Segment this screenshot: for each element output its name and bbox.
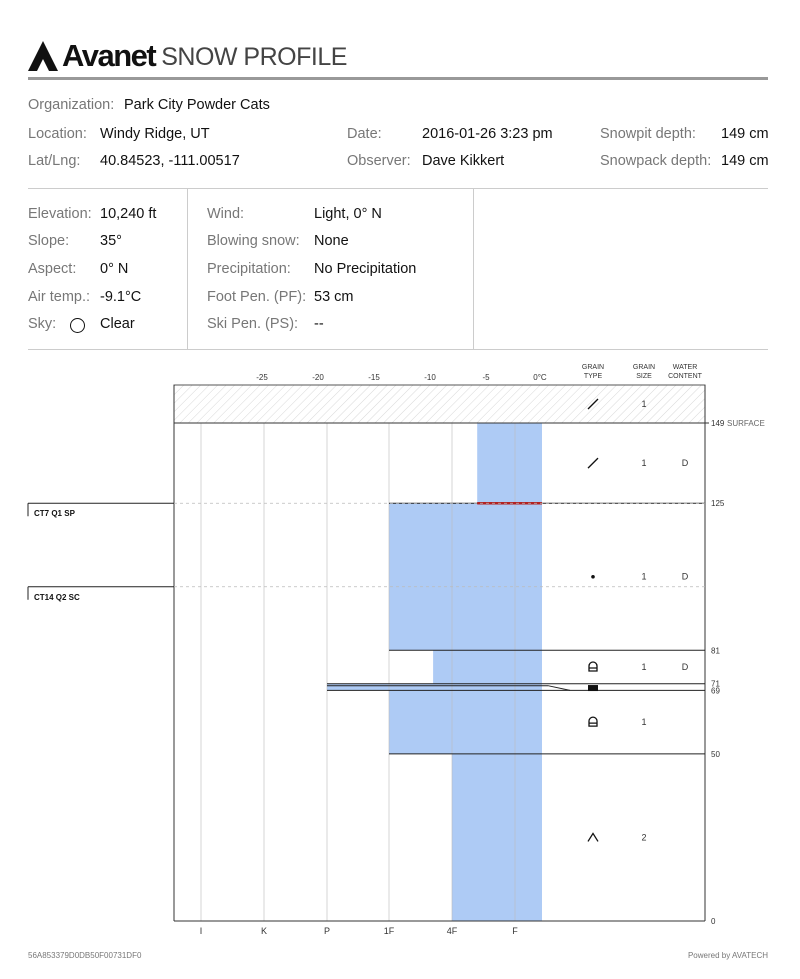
hardness-bar (452, 754, 542, 921)
grain-size-value: 1 (641, 458, 647, 469)
hardness-tick-label: K (260, 926, 268, 936)
temperature-tick-label: -10 (424, 373, 436, 382)
depth-tick-label: 50 (711, 749, 720, 759)
ski-pen-value: -- (314, 316, 324, 332)
location-value: Windy Ridge, UT (100, 126, 210, 142)
hardness-bar (477, 423, 542, 503)
date-label: Date: (347, 126, 382, 142)
air-temp-label: Air temp.: (28, 289, 91, 305)
location-label: Location: (28, 126, 87, 142)
depth-tick-label: 0 (711, 917, 716, 926)
hardness-tick-label: 4F (446, 926, 458, 936)
precipitation-label: Precipitation: (207, 261, 291, 277)
ski-pen-label: Ski Pen. (PS): (207, 316, 299, 332)
hardness-tick-label: 1F (383, 926, 395, 936)
stability-test-label: CT7 Q1 SP (34, 509, 75, 519)
foot-pen-value: 53 cm (314, 289, 354, 305)
depth-tick-label: 125 (711, 499, 725, 509)
brand-name: Avanet (62, 38, 156, 73)
snowpack-depth-label: Snowpack depth: (600, 153, 712, 169)
air-temp-value: -9.1°C (100, 289, 142, 305)
foot-pen-label: Foot Pen. (PF): (207, 289, 307, 305)
depth-hoar-icon (588, 833, 598, 841)
depth-tick-label: 71 (711, 679, 720, 689)
water-content-value: D (681, 571, 689, 582)
column-header: TYPE (583, 373, 603, 380)
sky-label: Sky: (28, 316, 57, 332)
depth-tick-label: 149 (711, 419, 725, 428)
surface-band (174, 385, 705, 423)
temperature-tick-label: -15 (368, 373, 380, 382)
depth-tick-label: 81 (711, 646, 720, 656)
elevation-value: 10,240 ft (100, 206, 157, 222)
blowing-snow-value: None (314, 233, 349, 249)
hardness-bar (327, 684, 542, 691)
temperature-tick-label: -5 (482, 373, 490, 382)
hardness-tick-label: P (323, 926, 331, 936)
slope-value: 35° (100, 233, 122, 249)
aspect-value: 0° N (100, 261, 129, 277)
stability-test-label: CT14 Q2 SC (34, 592, 80, 602)
snowpack-depth-value: 149 cm (721, 153, 769, 169)
wind-label: Wind: (207, 206, 245, 222)
observer-value: Dave Kikkert (422, 153, 505, 169)
grain-size-value: 1 (641, 717, 647, 728)
organization-label: Organization: (28, 97, 115, 113)
ice-layer-icon (588, 685, 598, 691)
water-content-value: D (681, 458, 689, 469)
snowpit-depth-value: 149 cm (721, 126, 769, 142)
decomposing-fragments-icon (588, 458, 598, 468)
ice-layer-connector (548, 686, 570, 691)
water-content-value: D (681, 661, 689, 672)
grain-size-value: 1 (641, 661, 647, 672)
grain-size-value: 1 (641, 399, 647, 409)
elevation-label: Elevation: (28, 206, 92, 222)
temperature-tick-label: -20 (312, 373, 324, 382)
faceted-rounded-icon (589, 717, 597, 726)
wind-value: Light, 0° N (314, 206, 382, 222)
profile-id: 56A853379D0DB50F00731DF0 (28, 951, 142, 960)
column-header: GRAIN (632, 364, 656, 371)
latlng-label: Lat/Lng: (28, 153, 81, 169)
column-header: GRAIN (581, 364, 605, 371)
column-header: SIZE (636, 373, 652, 380)
temperature-tick-label: 0°C (533, 373, 547, 382)
aspect-label: Aspect: (28, 261, 77, 277)
snowpit-depth-label: Snowpit depth: (600, 126, 696, 142)
hardness-bar (389, 503, 542, 650)
depth-tick-label: 69 (711, 686, 720, 696)
organization-value: Park City Powder Cats (124, 97, 270, 113)
hardness-bar (389, 690, 542, 754)
observer-label: Observer: (347, 153, 411, 169)
blowing-snow-label: Blowing snow: (207, 233, 300, 249)
precipitation-value: No Precipitation (314, 261, 417, 277)
column-header: CONTENT (668, 373, 702, 380)
hardness-bar (433, 650, 542, 683)
faceted-rounded-icon (589, 662, 597, 671)
surface-label: SURFACE (727, 419, 765, 428)
sky-value: Clear (100, 316, 135, 332)
page-title: SNOW PROFILE (161, 43, 347, 71)
slope-label: Slope: (28, 233, 70, 249)
hardness-tick-label: I (199, 926, 203, 936)
grain-size-value: 1 (641, 571, 647, 582)
date-value: 2016-01-26 3:23 pm (422, 126, 553, 142)
temperature-tick-label: -25 (256, 373, 268, 382)
column-header: WATER (672, 364, 698, 371)
precipitation-particles-icon (591, 575, 595, 579)
latlng-value: 40.84523, -111.00517 (100, 153, 240, 169)
powered-by: Powered by AVATECH (687, 951, 768, 960)
hardness-tick-label: F (512, 926, 518, 936)
grain-size-value: 2 (641, 832, 647, 843)
